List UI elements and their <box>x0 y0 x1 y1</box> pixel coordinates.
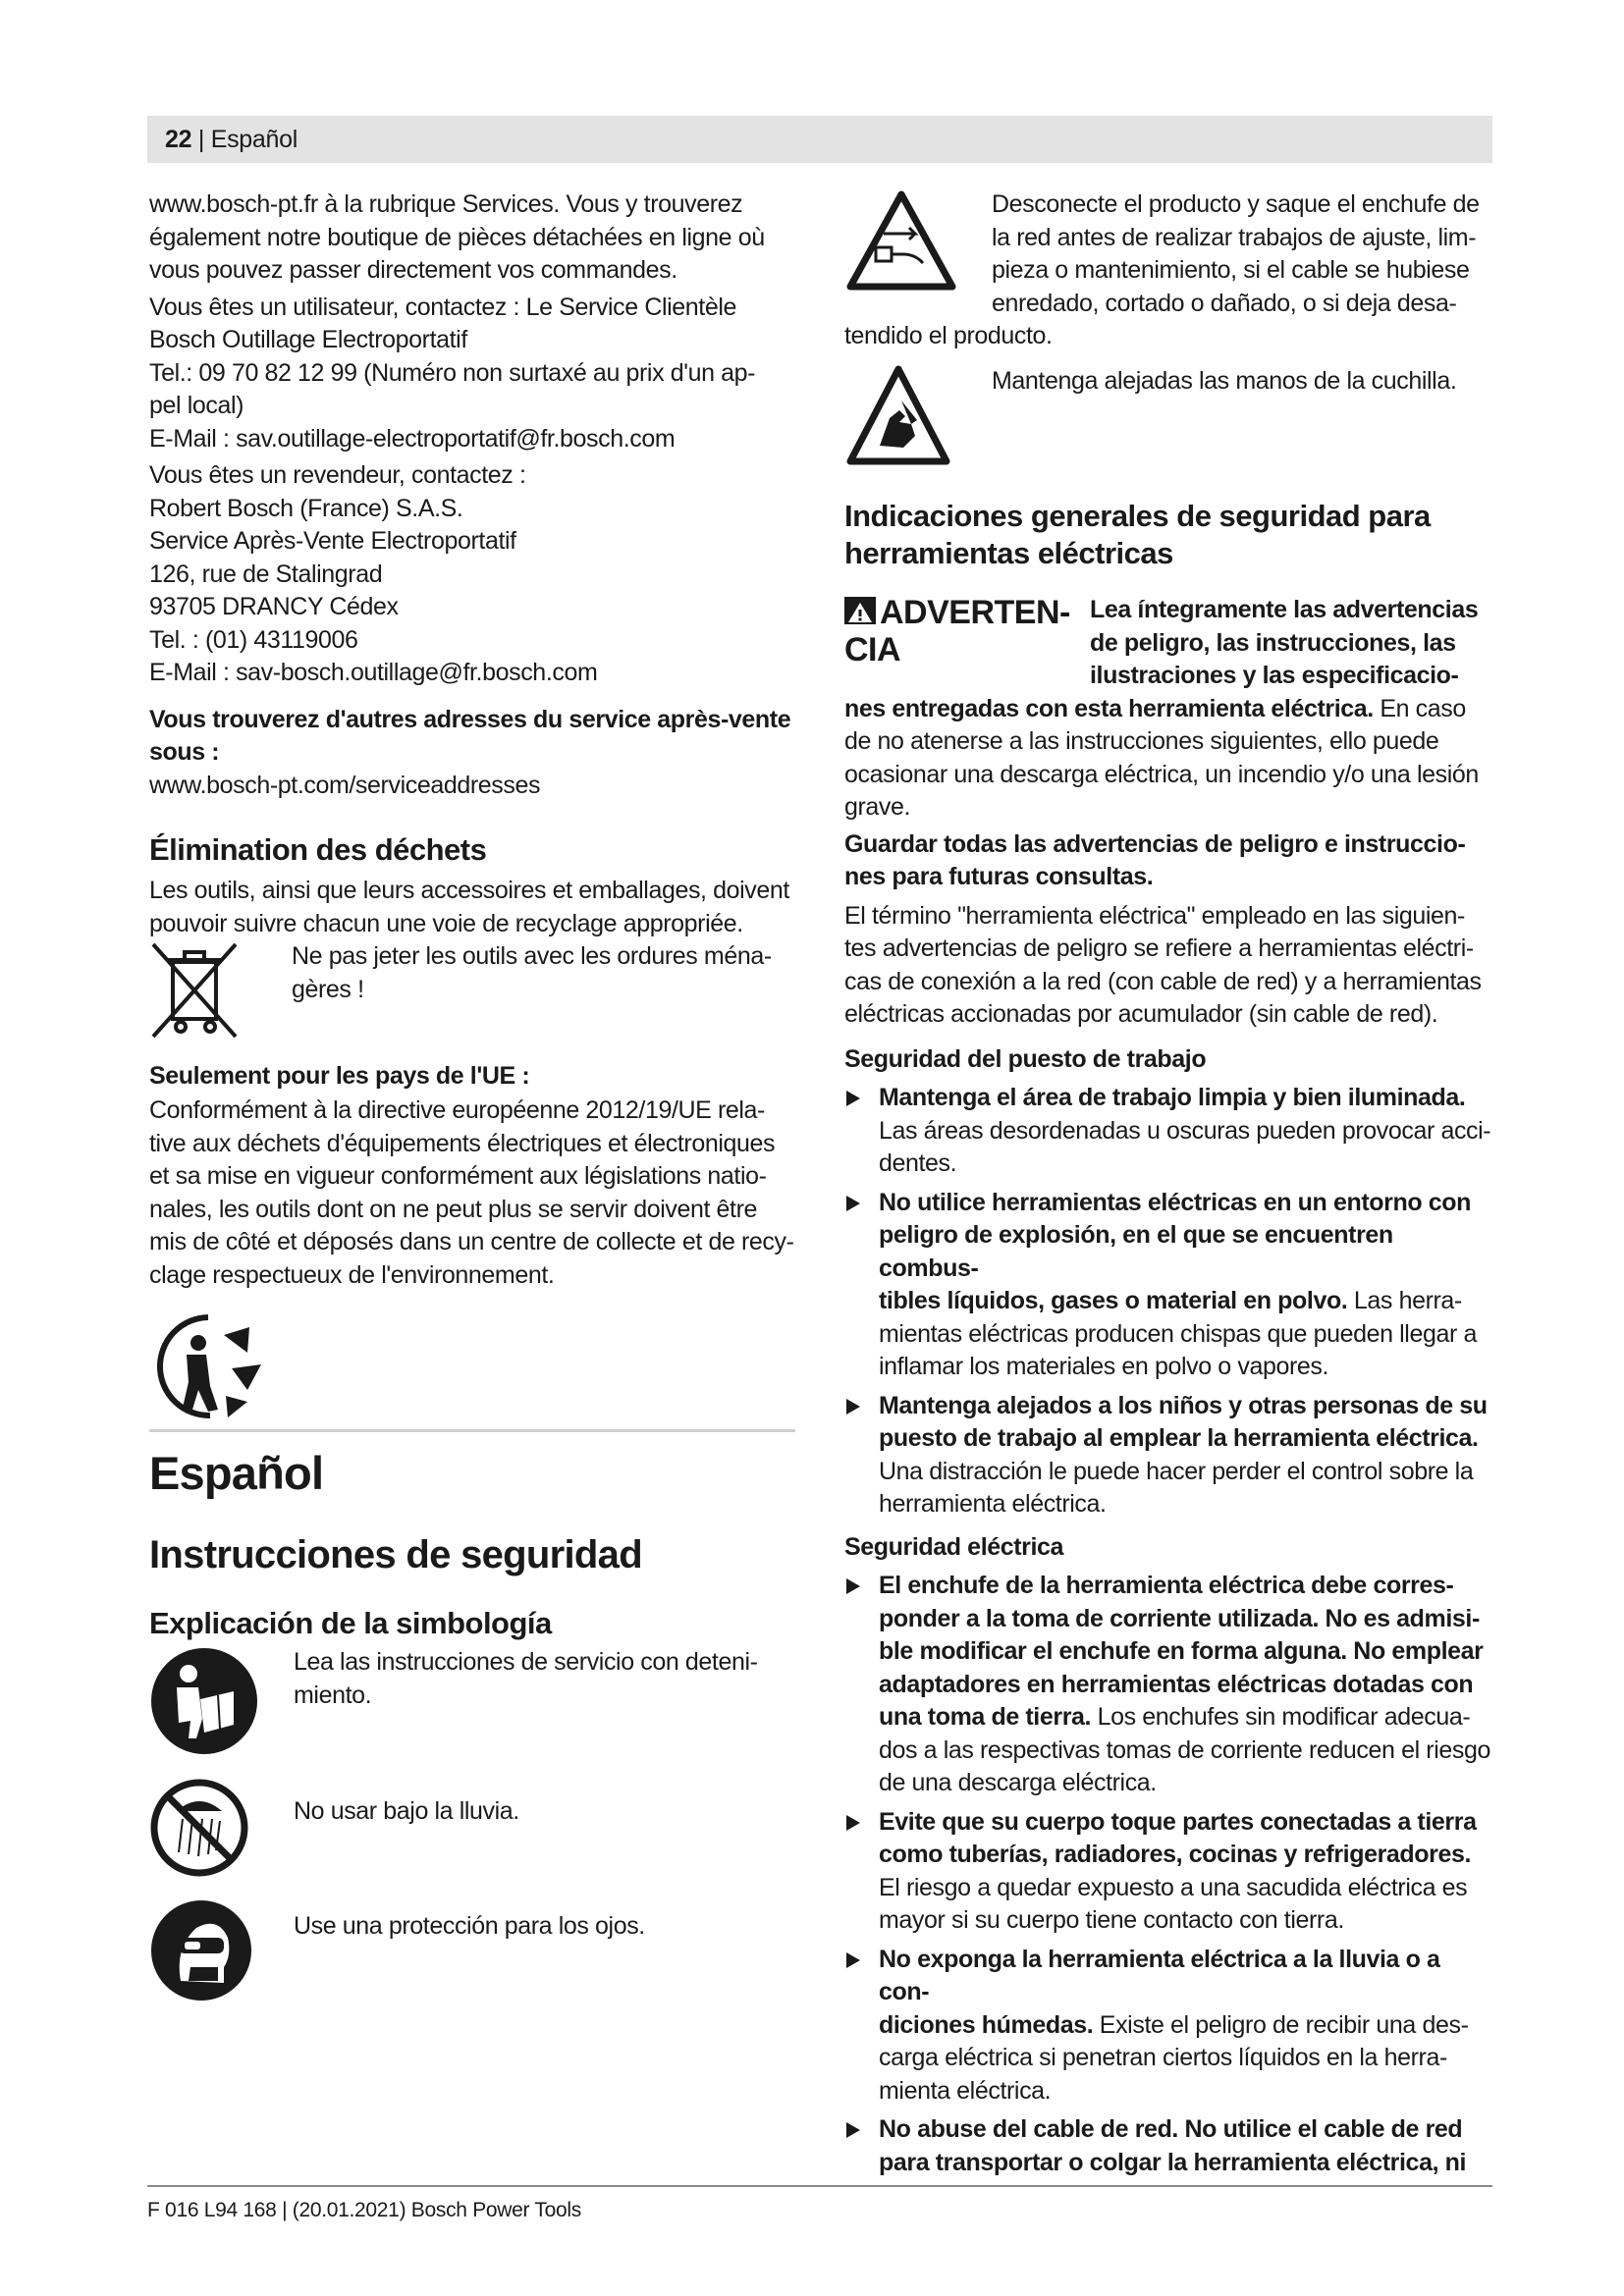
warning-label-line: ADVERTEN- <box>880 594 1070 631</box>
user-contact-line: pel local) <box>149 392 244 419</box>
eu-text: tive aux déchets d'équipements électriques et électroniques <box>149 1129 776 1157</box>
workplace-heading: Seguridad del puesto de trabajo <box>844 1044 1207 1073</box>
other-addresses-url: www.bosch-pt.com/serviceaddresses <box>149 771 541 799</box>
symbol-row <box>149 1898 795 2012</box>
reseller-line: Robert Bosch (France) S.A.S. <box>149 494 463 522</box>
term-text: tes advertencias de peligro se refiere a herramientas eléctri- <box>844 934 1474 962</box>
bullet-line <box>879 1635 1492 1669</box>
bullet-rest: de una descarga eléctrica. <box>879 1769 1157 1796</box>
blade-text <box>992 363 1492 399</box>
safety-title: Instrucciones de seguridad <box>149 1533 642 1576</box>
warning-bold-line: Lea íntegramente las advertencias <box>1090 596 1479 623</box>
general-safety-heading <box>844 498 1492 572</box>
warning-label <box>844 594 1090 693</box>
eu-text: nales, les outils dont on ne peut plus se servir doivent être <box>149 1195 758 1223</box>
bullet-line <box>879 1285 1492 1318</box>
bullet-item <box>844 1806 1492 1938</box>
no-rain-icon <box>149 1778 294 1888</box>
bullet-line <box>879 1701 1492 1735</box>
bullet-arrow-icon <box>846 1196 860 1211</box>
eu-text: clage respectueux de l'environnement. <box>149 1260 555 1289</box>
symbol-text <box>294 1778 795 1829</box>
reseller-email: E-Mail : sav-bosch.outillage@fr.bosch.com <box>149 659 598 686</box>
eu-heading: Seulement pour les pays de l'UE : <box>149 1061 530 1090</box>
general-heading-line: Indicaciones generales de seguridad para <box>844 499 1431 533</box>
section-divider <box>149 1429 795 1432</box>
bullet-bold: para transportar o colgar la herramienta eléctrica, ni <box>879 2148 1467 2176</box>
bullet-rest: mientas eléctricas producen chispas que pueden llegar a <box>879 1319 1477 1348</box>
unplug-text-line: la red antes de realizar trabajos de ajuste, lim- <box>992 223 1477 251</box>
symbol-text-line: Use una protección para los ojos. <box>294 1912 645 1940</box>
bin-notice <box>149 940 795 1050</box>
bullet-line <box>879 1351 1492 1384</box>
reseller-line: 126, rue de Stalingrad <box>149 560 383 588</box>
bullet-line <box>879 1570 1492 1603</box>
bullet-arrow-icon <box>846 1952 860 1968</box>
bullet-bold: diciones húmedas. <box>879 2010 1094 2039</box>
eye-protection-icon <box>149 1898 294 2012</box>
bullet-rest: dentes. <box>879 1149 957 1177</box>
bullet-rest: Las herra- <box>1347 1287 1462 1314</box>
bullet-rest: Una distracción le puede hacer perder el control sobre la <box>879 1457 1474 1485</box>
unplug-text <box>992 188 1492 320</box>
bullet-line <box>879 1422 1492 1456</box>
keep-heading: Guardar todas las advertencias de peligro e instruccio- <box>844 829 1466 858</box>
page-number: 22 <box>165 126 192 153</box>
reseller-line: Vous êtes un revendeur, contactez : <box>149 461 526 489</box>
reseller-line: Service Après-Vente Electroportatif <box>149 527 516 555</box>
warning-cont-bold: nes entregadas con esta herramienta eléctrica. <box>844 694 1374 722</box>
warning-continuation <box>844 693 1492 726</box>
symbol-row <box>149 1646 795 1766</box>
bullet-line <box>879 1219 1492 1285</box>
footer-text: F 016 L94 168 | (20.01.2021) Bosch Power Tools <box>147 2199 581 2221</box>
eu-text: et sa mise en vigueur conformément aux législations natio- <box>149 1162 767 1190</box>
term-text: eléctricas accionadas por acumulador (sin cable de red). <box>844 1000 1438 1028</box>
blade-notice <box>844 363 1492 477</box>
bullet-line <box>879 2113 1492 2147</box>
bullet-item <box>844 1944 1492 2109</box>
page-header <box>147 116 1492 163</box>
bullet-item <box>844 1390 1492 1522</box>
bullet-bold: puesto de trabajo al emplear la herramienta eléctrica. <box>879 1424 1479 1452</box>
warning-more: de no atenerse a las instrucciones siguientes, ello puede <box>844 727 1439 755</box>
service-line: également notre boutique de pièces détachées en ligne où <box>149 223 765 251</box>
bullet-arrow-icon <box>846 1091 860 1106</box>
bullet-bold: No utilice herramientas eléctricas en un entorno con <box>879 1188 1471 1216</box>
disposal-text: pouvoir suivre chacun une voie de recyclage appropriée. <box>149 909 743 937</box>
electrical-heading: Seguridad eléctrica <box>844 1532 1064 1561</box>
separator: | <box>191 126 211 153</box>
bullet-bold: tibles líquidos, gases o material en polvo. <box>879 1287 1348 1314</box>
right-column <box>844 188 1492 2179</box>
bullet-line <box>879 2147 1492 2180</box>
bullet-line <box>879 1839 1492 1872</box>
crossed-bin-icon <box>149 940 292 1050</box>
bullet-rest: dos a las respectivas tomas de corriente reducen el riesgo <box>879 1735 1490 1764</box>
warning-bold-text <box>1090 594 1492 693</box>
bullet-line <box>879 1318 1492 1352</box>
symbol-text-line: miento. <box>294 1681 372 1709</box>
symbol-text <box>294 1646 795 1712</box>
symbol-text <box>294 1898 795 1944</box>
bullet-bold: No abuse del cable de red. No utilice el cable de red <box>879 2115 1463 2143</box>
bullet-item <box>844 1187 1492 1384</box>
warning-cont-rest: En caso <box>1373 694 1466 722</box>
user-contact-line: Vous êtes un utilisateur, contactez : Le Service Clientèle <box>149 293 736 321</box>
blade-text-line: Mantenga alejadas las manos de la cuchilla. <box>992 366 1457 395</box>
eu-text: mis de côté et déposés dans un centre de collecte et de recy- <box>149 1228 794 1255</box>
warning-more: ocasionar una descarga eléctrica, un incendio y/o una lesión <box>844 760 1479 788</box>
bullet-line <box>879 1872 1492 1905</box>
symbols-title: Explicación de la simbología <box>149 1606 552 1640</box>
bullet-arrow-icon <box>846 1399 860 1415</box>
bullet-bold: ponder a la toma de corriente utilizada. No es admisi- <box>879 1604 1480 1632</box>
user-contact-email: E-Mail : sav.outillage-electroportatif@fr.bosch.com <box>149 424 676 453</box>
reseller-line: Tel. : (01) 43119006 <box>149 625 358 654</box>
bullet-bold: Mantenga el área de trabajo limpia y bien iluminada. <box>879 1084 1466 1111</box>
unplug-text-line: Desconecte el producto y saque el enchufe de <box>992 190 1480 218</box>
bullet-rest: Existe el peligro de recibir una des- <box>1093 2010 1469 2039</box>
reseller-line: 93705 DRANCY Cédex <box>149 593 399 620</box>
bullet-rest: Los enchufes sin modificar adecua- <box>1091 1703 1471 1731</box>
bullet-line <box>879 1488 1492 1522</box>
bullet-line <box>879 1187 1492 1220</box>
bin-text <box>292 940 795 1006</box>
user-contact-line: Bosch Outillage Electroportatif <box>149 326 467 353</box>
warning-bold-line: de peligro, las instrucciones, las <box>1090 628 1456 657</box>
bullet-line <box>879 1603 1492 1636</box>
disposal-heading: Élimination des déchets <box>149 832 487 867</box>
recycling-icon <box>149 1306 795 1421</box>
bullet-item <box>844 1570 1492 1800</box>
unplug-text-line: enredado, cortado o dañado, o si deja desa- <box>992 289 1457 317</box>
bullet-bold: como tuberías, radiadores, cocinas y refrigeradores. <box>879 1841 1472 1868</box>
term-text: cas de conexión a la red (con cable de red) y a herramientas <box>844 967 1482 995</box>
bullet-rest: Las áreas desordenadas u oscuras pueden provocar acci- <box>879 1116 1491 1145</box>
bullet-bold: una toma de tierra. <box>879 1703 1092 1731</box>
bullet-line <box>879 1944 1492 2009</box>
language-title: Español <box>149 1447 324 1499</box>
unplug-warning-icon <box>844 188 992 302</box>
bin-text-line: Ne pas jeter les outils avec les ordures ména- <box>292 942 772 970</box>
bullet-rest: mayor si su cuerpo tiene contacto con tierra. <box>879 1906 1344 1934</box>
keep-hands-away-icon <box>844 363 992 477</box>
bullet-arrow-icon <box>846 1815 860 1831</box>
warning-block <box>844 594 1492 693</box>
symbol-row <box>149 1778 795 1888</box>
warning-label-line: CIA <box>844 631 901 668</box>
workplace-bullets <box>844 1082 1492 1522</box>
bullet-rest: carga eléctrica si penetran ciertos líquidos en la herra- <box>879 2044 1447 2071</box>
bullet-line <box>879 1082 1492 1115</box>
warning-bold-line: ilustraciones y las especificacio- <box>1090 662 1459 689</box>
other-addresses-heading: sous : <box>149 738 220 766</box>
electrical-bullets <box>844 1570 1492 2179</box>
bullet-rest: inflamar los materiales en polvo o vapores. <box>879 1353 1329 1380</box>
warning-more: grave. <box>844 793 911 821</box>
bullet-line <box>879 1806 1492 1840</box>
warning-triangle-icon <box>844 597 876 624</box>
symbol-text-line: No usar bajo la lluvia. <box>294 1796 519 1825</box>
bullet-rest: El riesgo a quedar expuesto a una sacudida eléctrica es <box>879 1873 1468 1901</box>
header-language: Español <box>210 126 298 153</box>
bullet-line <box>879 1148 1492 1181</box>
bin-text-line: gères ! <box>292 975 364 1003</box>
bullet-line <box>879 2009 1492 2043</box>
symbol-text-line: Lea las instrucciones de servicio con deteni- <box>294 1648 758 1676</box>
read-manual-icon <box>149 1646 294 1766</box>
keep-heading: nes para futuras consultas. <box>844 863 1154 890</box>
unplug-notice <box>844 188 1492 320</box>
service-line: www.bosch-pt.fr à la rubrique Services. Vous y trouverez <box>149 190 743 218</box>
bullet-line <box>879 1390 1492 1423</box>
bullet-bold: peligro de explosión, en el que se encuentren combus- <box>879 1221 1393 1282</box>
term-text: El término "herramienta eléctrica" empleado en las siguien- <box>844 901 1465 930</box>
bullet-item <box>844 1082 1492 1181</box>
bullet-line <box>879 1904 1492 1938</box>
bullet-line <box>879 1767 1492 1800</box>
bullet-line <box>879 2075 1492 2109</box>
left-column <box>149 188 795 2012</box>
page-number-label <box>165 126 298 154</box>
bullet-line <box>879 1456 1492 1489</box>
bullet-arrow-icon <box>846 2122 860 2138</box>
disposal-text: Les outils, ainsi que leurs accessoires et emballages, doivent <box>149 877 789 904</box>
eu-text: Conformément à la directive européenne 2012/19/UE rela- <box>149 1096 765 1124</box>
bullet-bold: adaptadores en herramientas eléctricas dotadas con <box>879 1670 1474 1698</box>
bullet-bold: ble modificar el enchufe en forma alguna. No emplear <box>879 1637 1484 1665</box>
footer-divider <box>147 2185 1492 2187</box>
general-heading-line: herramientas eléctricas <box>844 536 1173 570</box>
bullet-item <box>844 2113 1492 2179</box>
other-addresses-heading: Vous trouverez d'autres adresses du service après-vente <box>149 705 791 733</box>
unplug-text-tail: tendido el producto. <box>844 322 1053 349</box>
bullet-rest: mienta eléctrica. <box>879 2076 1052 2105</box>
bullet-bold: Evite que su cuerpo toque partes conectadas a tierra <box>879 1807 1477 1836</box>
bullet-bold: No exponga la herramienta eléctrica a la lluvia o a con- <box>879 1945 1440 2005</box>
bullet-bold: El enchufe de la herramienta eléctrica debe corres- <box>879 1572 1454 1599</box>
bullet-line <box>879 1115 1492 1148</box>
user-contact-line: Tel.: 09 70 82 12 99 (Numéro non surtaxé au prix d'un ap- <box>149 358 756 387</box>
bullet-line <box>879 1735 1492 1768</box>
bullet-arrow-icon <box>846 1578 860 1594</box>
bullet-rest: herramienta eléctrica. <box>879 1490 1107 1518</box>
bullet-line <box>879 1669 1492 1702</box>
service-line: vous pouvez passer directement vos commandes. <box>149 256 677 284</box>
bullet-bold: Mantenga alejados a los niños y otras personas de su <box>879 1391 1488 1419</box>
unplug-text-line: pieza o mantenimiento, si el cable se hubiese <box>992 256 1470 284</box>
bullet-line <box>879 2042 1492 2075</box>
